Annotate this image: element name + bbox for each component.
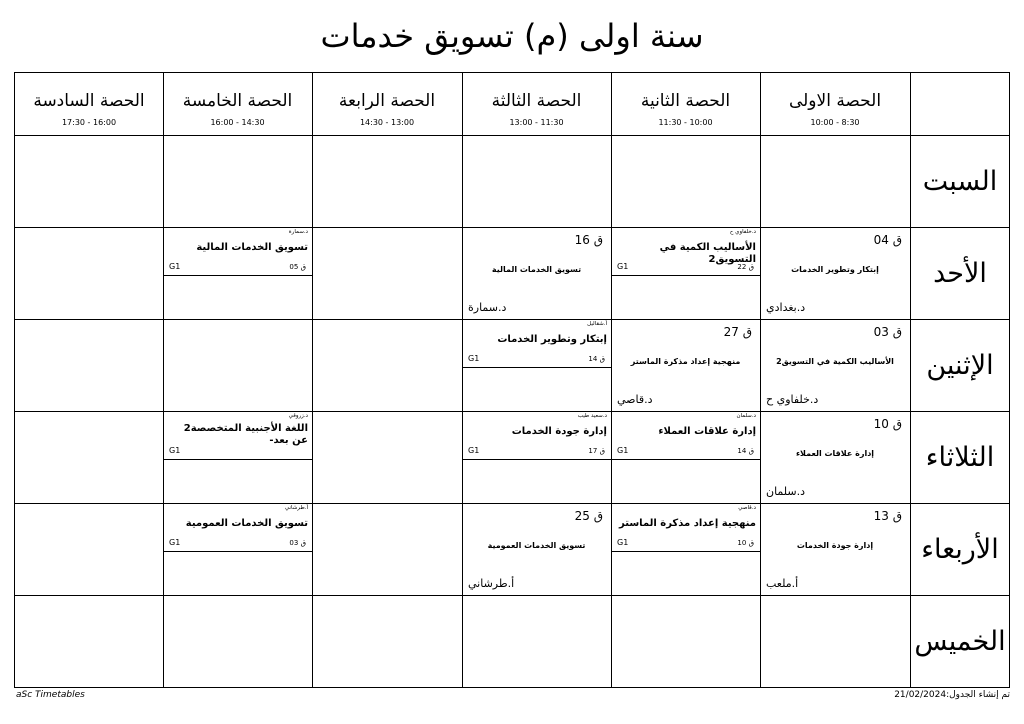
group-label: G1 [169, 262, 181, 271]
room-label: ق 25 [574, 509, 603, 523]
period-time: 10:00 - 8:30 [810, 118, 860, 127]
cell-divider [163, 551, 312, 552]
teacher-label: د.خلفاوي ح [729, 229, 756, 235]
group-label: G1 [617, 262, 629, 271]
room-label: ق 22 [737, 263, 754, 271]
room-label: ق 14 [588, 355, 605, 363]
room-label: ق 16 [574, 233, 603, 247]
teacher-label: د.زروقي [288, 413, 308, 419]
group-label: G1 [169, 446, 181, 455]
subject-label: الأساليب الكمية في التسويق2 [776, 357, 894, 366]
subject-label: إدارة علاقات العملاء [795, 449, 875, 458]
teacher-label: د.سلمان [736, 413, 756, 419]
session-cell-group[interactable] [163, 411, 312, 503]
day-label-saturday: السبت [922, 165, 998, 197]
room-label: ق 03 [873, 325, 902, 339]
subject-label: تسويق الخدمات المالية [196, 242, 308, 253]
teacher-label: أ.ملعب [766, 577, 799, 590]
teacher-label: د.خلفاوي ح [766, 393, 819, 406]
teacher-label: أ.طرشاني [284, 505, 308, 511]
group-label: G1 [468, 446, 480, 455]
period-time: 14:30 - 13:00 [359, 118, 415, 127]
page-title: سنة اولى (م) تسويق خدمات [320, 17, 704, 55]
room-label: ق 13 [873, 509, 902, 523]
period-name: الحصة الرابعة [338, 91, 436, 111]
teacher-label: د.سلمان [766, 485, 806, 498]
session-cell-group[interactable] [611, 503, 760, 595]
room-label: ق 10 [737, 539, 754, 547]
subject-label: تسويق الخدمات العمومية [487, 541, 586, 550]
cell-divider [462, 367, 611, 368]
footer-generator: aSc Timetables [16, 690, 85, 700]
session-cell-group[interactable] [163, 503, 312, 595]
day-label-sunday: الأحد [933, 257, 987, 289]
row-divider [15, 135, 1009, 136]
cell-divider [163, 459, 312, 460]
period-time: 11:30 - 10:00 [658, 118, 713, 127]
session-cell-group[interactable] [462, 319, 611, 411]
subject-label: إبتكار وتطوير الخدمات [791, 265, 879, 274]
subject-label: إبتكار وتطوير الخدمات [497, 334, 607, 345]
cell-divider [611, 275, 760, 276]
teacher-label: د.سمارة [468, 301, 507, 314]
day-label-tuesday: الثلاثاء [925, 441, 995, 473]
period-name: الحصة الثانية [640, 91, 731, 111]
room-label: ق 27 [723, 325, 752, 339]
cell-divider [163, 275, 312, 276]
teacher-label: د.قاصي [738, 505, 756, 511]
session-cell[interactable] [760, 227, 910, 319]
subject-label: إدارة جودة الخدمات [511, 426, 607, 437]
row-divider [15, 595, 1009, 596]
subject-label: إدارة علاقات العملاء [658, 426, 756, 437]
session-cell-group[interactable] [611, 411, 760, 503]
period-time: 13:00 - 11:30 [509, 118, 564, 127]
room-label: ق 04 [873, 233, 902, 247]
teacher-label: د.بغدادي [766, 301, 806, 314]
room-label: ق 03 [289, 539, 306, 547]
room-label: ق 17 [588, 447, 605, 455]
session-cell-group[interactable] [462, 411, 611, 503]
group-label: G1 [468, 354, 480, 363]
teacher-label: أ.شقاليل [587, 321, 607, 327]
room-label: ق 10 [873, 417, 902, 431]
subject-label: تسويق الخدمات العمومية [185, 518, 308, 529]
group-label: G1 [169, 538, 181, 547]
period-name: الحصة السادسة [33, 91, 145, 111]
teacher-label: د.قاصي [617, 393, 653, 406]
period-header-1 [760, 73, 910, 135]
footer-created-date: تم إنشاء الجدول:21/02/2024 [894, 690, 1010, 700]
period-header-4 [312, 73, 462, 135]
period-time: 17:30 - 16:00 [61, 118, 117, 127]
teacher-label: أ.طرشاني [468, 577, 515, 590]
session-cell[interactable] [611, 319, 760, 411]
subject-label: اللغة الأجنبية المتخصصة2 عن بعد- [183, 423, 308, 446]
session-cell[interactable] [760, 411, 910, 503]
subject-label: إدارة جودة الخدمات [796, 541, 874, 550]
day-label-monday: الإثنين [926, 349, 994, 381]
period-header-6 [15, 73, 163, 135]
period-name: الحصة الخامسة [182, 91, 293, 111]
room-label: ق 05 [289, 263, 306, 271]
teacher-label: د.سمارة [288, 229, 308, 235]
period-header-2 [611, 73, 760, 135]
teacher-label: د.سعيد طيب [577, 413, 607, 419]
room-label: ق 14 [737, 447, 754, 455]
day-label-wednesday: الأربعاء [921, 533, 999, 565]
cell-divider [611, 551, 760, 552]
subject-label: منهجية إعداد مذكرة الماستر [619, 518, 756, 529]
subject-label: الأساليب الكمية في التسويق2 [659, 242, 756, 265]
group-label: G1 [617, 538, 629, 547]
subject-label: منهجية إعداد مذكرة الماستر [630, 357, 741, 366]
session-cell[interactable] [760, 319, 910, 411]
session-cell[interactable] [760, 503, 910, 595]
subject-label: تسويق الخدمات المالية [491, 265, 582, 274]
period-time: 16:00 - 14:30 [210, 118, 265, 127]
period-name: الحصة الثالثة [491, 91, 582, 111]
cell-divider [462, 459, 611, 460]
cell-divider [611, 459, 760, 460]
day-label-thursday: الخميس [914, 625, 1006, 657]
session-cell-group[interactable] [611, 227, 760, 319]
session-cell[interactable] [462, 503, 611, 595]
session-cell-group[interactable] [163, 227, 312, 319]
period-header-3 [462, 73, 611, 135]
period-header-5 [163, 73, 312, 135]
timetable-grid [14, 72, 1010, 688]
period-name: الحصة الاولى [788, 91, 882, 111]
group-label: G1 [617, 446, 629, 455]
session-cell[interactable] [462, 227, 611, 319]
